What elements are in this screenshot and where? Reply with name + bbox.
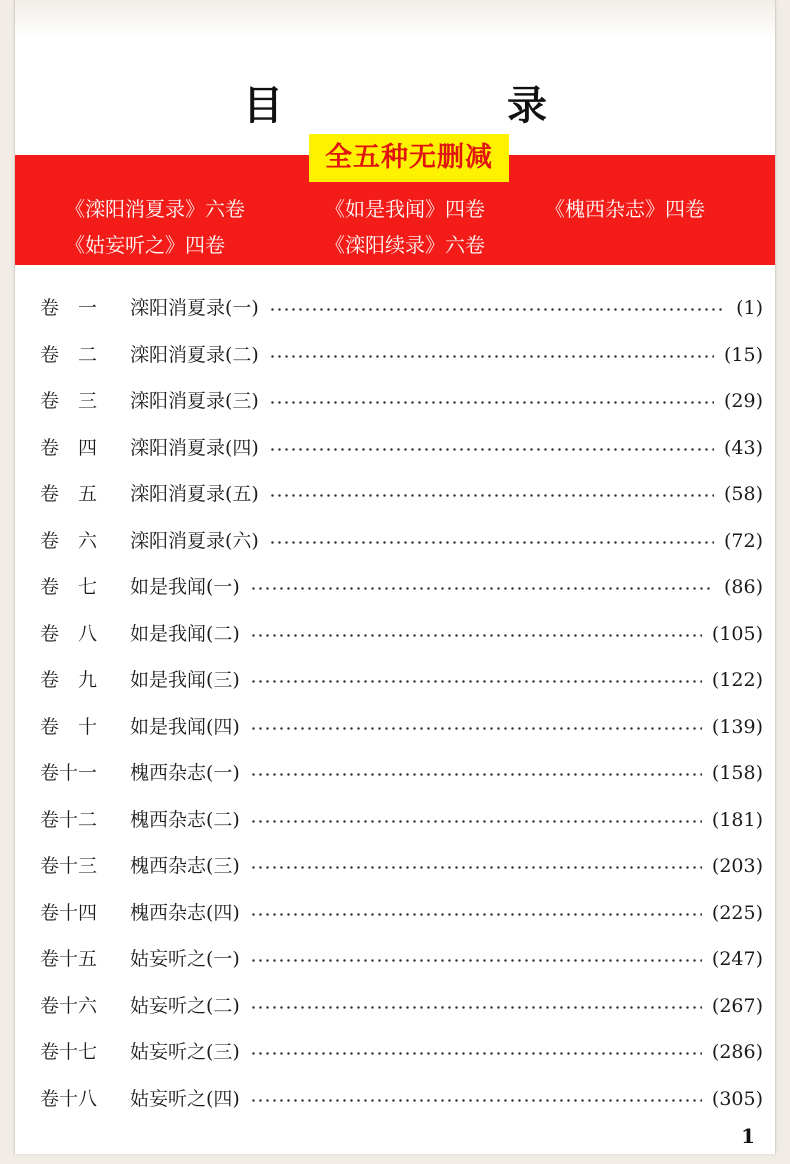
toc-title: 槐西杂志(四) [130, 901, 240, 924]
toc-volume: 卷 二 [40, 343, 98, 366]
toc-leader-dots [250, 1006, 702, 1009]
toc-leader-dots [250, 680, 702, 683]
toc-leader-dots [269, 541, 714, 544]
toc-row [15, 1032, 775, 1072]
toc-page: (29) [723, 390, 763, 412]
toc-leader-dots [269, 401, 714, 404]
toc-page: (181) [711, 808, 763, 831]
book-entry: 《如是我闻》四卷 [325, 197, 485, 221]
toc-leader-dots [250, 959, 702, 962]
toc-page: (58) [723, 483, 763, 505]
toc-row [15, 893, 775, 933]
toc-page: (267) [711, 994, 763, 1017]
toc-volume: 卷十四 [40, 901, 98, 924]
toc-leader-dots [250, 634, 702, 637]
book-entry: 《滦阳消夏录》六卷 [65, 197, 245, 221]
toc-leader-dots [250, 1052, 702, 1055]
toc-volume: 卷十三 [40, 855, 98, 877]
top-bleed-strip [15, 0, 775, 40]
toc-leader-dots [250, 727, 702, 730]
toc-page: (203) [711, 855, 763, 877]
toc-title: 槐西杂志(三) [130, 855, 240, 877]
toc-page: (139) [711, 715, 763, 738]
toc-volume: 卷十一 [40, 762, 98, 784]
toc-title: 槐西杂志(一) [130, 762, 240, 784]
toc-volume: 卷 四 [40, 436, 98, 459]
toc-volume: 卷十八 [40, 1087, 98, 1110]
toc-leader-dots [250, 1099, 702, 1102]
toc-row [15, 986, 775, 1026]
toc-title: 姑妄听之(四) [130, 1087, 240, 1110]
toc-leader-dots [269, 355, 714, 358]
toc-row [15, 800, 775, 840]
toc-volume: 卷 一 [40, 297, 98, 319]
toc-leader-dots [250, 820, 702, 823]
toc-page: (43) [723, 436, 763, 459]
toc-title: 滦阳消夏录(一) [130, 297, 259, 319]
toc-row [15, 521, 775, 561]
toc-leader-dots [250, 587, 714, 590]
toc-row [15, 707, 775, 747]
toc-volume: 卷 十 [40, 715, 98, 738]
toc-volume: 卷十六 [40, 994, 98, 1017]
toc-page: (105) [711, 622, 763, 645]
toc-page: (86) [723, 576, 763, 598]
toc-volume: 卷 三 [40, 390, 98, 412]
toc-row [15, 1079, 775, 1119]
toc-volume: 卷 八 [40, 622, 98, 645]
toc-row [15, 660, 775, 700]
toc-page: (1) [736, 297, 763, 319]
page-number: 1 [741, 1124, 755, 1148]
toc-volume: 卷 六 [40, 529, 98, 552]
toc-row [15, 428, 775, 468]
toc-leader-dots [269, 308, 726, 311]
book-entry: 《姑妄听之》四卷 [65, 233, 225, 257]
toc-leader-dots [269, 494, 714, 497]
book-entry: 《槐西杂志》四卷 [545, 197, 705, 221]
toc-row [15, 288, 775, 328]
toc-page: (122) [711, 669, 763, 691]
toc-row [15, 753, 775, 793]
toc-row [15, 614, 775, 654]
toc-page: (247) [711, 948, 763, 970]
toc-volume: 卷十七 [40, 1041, 98, 1063]
book-entry: 《滦阳续录》六卷 [325, 233, 485, 257]
toc-row [15, 335, 775, 375]
toc-title: 滦阳消夏录(四) [130, 436, 259, 459]
toc-page: (158) [711, 762, 763, 784]
toc-title: 滦阳消夏录(三) [130, 390, 259, 412]
toc-title: 滦阳消夏录(五) [130, 483, 259, 505]
toc-title: 姑妄听之(一) [130, 948, 240, 970]
toc-page: (15) [723, 343, 763, 366]
toc-title: 姑妄听之(二) [130, 994, 240, 1017]
toc-title: 滦阳消夏录(六) [130, 529, 259, 552]
toc-row [15, 381, 775, 421]
toc-page: (305) [711, 1087, 763, 1110]
toc-volume: 卷 五 [40, 483, 98, 505]
toc-title: 如是我闻(二) [130, 622, 240, 645]
toc-volume: 卷 七 [40, 576, 98, 598]
toc-leader-dots [250, 773, 702, 776]
page-title: 目 录 [243, 83, 639, 129]
toc-volume: 卷十五 [40, 948, 98, 970]
toc-title: 滦阳消夏录(二) [130, 343, 259, 366]
toc-title: 如是我闻(三) [130, 669, 240, 691]
toc-title: 如是我闻(四) [130, 715, 240, 738]
toc-row [15, 846, 775, 886]
toc-volume: 卷十二 [40, 808, 98, 831]
toc-volume: 卷 九 [40, 669, 98, 691]
toc-page: (72) [723, 529, 763, 552]
toc-title: 如是我闻(一) [130, 576, 240, 598]
toc-title: 槐西杂志(二) [130, 808, 240, 831]
toc-leader-dots [250, 913, 702, 916]
document-page [14, 0, 776, 1154]
toc-leader-dots [250, 866, 702, 869]
toc-page: (225) [711, 901, 763, 924]
unabridged-badge: 全五种无删减 [309, 134, 509, 182]
toc-title: 姑妄听之(三) [130, 1041, 240, 1063]
toc-row [15, 567, 775, 607]
toc-row [15, 474, 775, 514]
toc-leader-dots [269, 448, 714, 451]
toc-page: (286) [711, 1041, 763, 1063]
toc-row [15, 939, 775, 979]
